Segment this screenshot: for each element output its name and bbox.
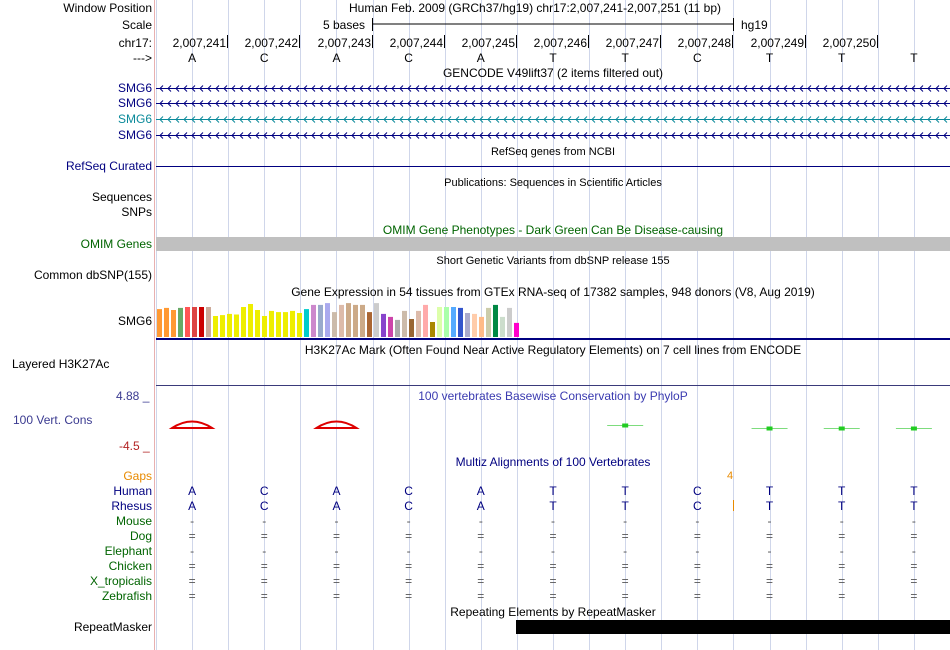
ruler-position-label: 2,007,249 [750,36,804,50]
multiz-species-label[interactable]: Zebrafish [101,589,152,603]
base-letter: T [621,51,629,65]
gtex-tissue-bar [479,317,484,337]
gtex-tissue-bar [360,305,365,337]
multiz-base: = [910,559,918,573]
multiz-base: - [623,544,628,558]
phylop-positive-mark [767,427,773,431]
multiz-base: T [910,499,918,513]
phylop-positive-mark [839,427,845,431]
gtex-tissue-bar [402,311,407,337]
gencode-gene-label[interactable]: SMG6 [117,81,152,95]
gtex-tissue-bar [346,303,351,337]
multiz-base: T [621,484,629,498]
gtex-tissue-bar [430,322,435,337]
multiz-base: = [693,574,701,588]
multiz-base: = [549,574,557,588]
base-letter: C [404,51,413,65]
multiz-base: - [695,544,700,558]
h3k27ac-label[interactable]: Layered H3K27Ac [12,357,110,371]
multiz-base: - [334,514,339,528]
gtex-tissue-bar [451,307,456,337]
multiz-base: = [549,529,557,543]
multiz-base: T [910,484,918,498]
base-letter: A [476,51,485,65]
gtex-tissue-bar [276,312,281,337]
gtex-tissue-bar [381,314,386,337]
multiz-base: = [260,559,268,573]
multiz-base: - [911,544,916,558]
multiz-base: = [693,559,701,573]
multiz-base: = [188,529,196,543]
base-letter: T [910,51,918,65]
multiz-base: = [260,574,268,588]
multiz-base: = [693,529,701,543]
multiz-base: = [838,559,846,573]
gencode-gene-label[interactable]: SMG6 [117,112,152,126]
multiz-base: = [910,589,918,603]
gtex-tissue-bar [423,305,428,337]
multiz-base: = [405,574,413,588]
gtex-tissue-bar [409,319,414,337]
multiz-base: C [259,499,269,513]
multiz-base: T [838,499,846,513]
gtex-tissue-bar [248,304,253,337]
ruler-position-label: 2,007,242 [244,36,298,50]
multiz-species-label[interactable]: Chicken [108,559,152,573]
gtex-tissue-bar [444,307,449,337]
gtex-tissue-bar [458,308,463,337]
multiz-base: - [839,514,844,528]
multiz-base: = [549,559,557,573]
omim-gene-bar [156,237,950,251]
multiz-base: - [911,514,916,528]
gtex-tissue-bar [241,307,246,337]
ruler-position-label: 2,007,248 [677,36,731,50]
multiz-base: = [260,589,268,603]
gtex-tissue-bar [367,312,372,337]
repeatmasker-label[interactable]: RepeatMasker [73,620,152,634]
gtex-tissue-bar [262,316,267,337]
multiz-base: = [332,574,340,588]
base-letter: T [549,51,557,65]
omim-track-title: OMIM Gene Phenotypes - Dark Green Can Be Disease-causing [382,223,724,237]
multiz-base: = [838,529,846,543]
multiz-base: = [766,589,774,603]
gtex-tissue-bar [388,317,393,337]
multiz-base: = [405,529,413,543]
multiz-base: = [188,559,196,573]
multiz-base: T [621,499,629,513]
scale-text: 5 bases [323,18,366,32]
multiz-base: A [188,499,197,513]
multiz-base: - [551,514,555,528]
publications-track-title: Publications: Sequences in Scientific Articles [444,177,662,189]
gtex-tissue-bar [416,311,421,337]
window-position-value: Human Feb. 2009 (GRCh37/hg19) chr17:2,007,241-2,007,251 (11 bp) [349,1,722,15]
multiz-species-label[interactable]: Elephant [104,544,152,558]
multiz-base: = [838,589,846,603]
gencode-gene-label[interactable]: SMG6 [117,128,152,142]
multiz-base: = [477,574,485,588]
base-letter: T [838,51,846,65]
gtex-tissue-bar [157,309,162,337]
multiz-base: = [260,529,268,543]
chrom-label: chr17: [118,36,152,50]
gtex-tissue-bar [164,308,169,337]
multiz-base: - [839,544,844,558]
gtex-tissue-bar [213,316,218,337]
multiz-base: = [549,589,557,603]
multiz-base: = [621,589,629,603]
multiz-base: - [767,544,772,558]
gtex-tissue-bar [311,305,316,337]
base-letter: C [693,51,702,65]
phylop-positive-mark [911,427,917,431]
gtex-tissue-bar [255,310,260,337]
gtex-tissue-bar [304,309,309,337]
multiz-base: = [621,529,629,543]
multiz-base: = [405,559,413,573]
gtex-tissue-bar [290,311,295,337]
multiz-base: = [693,589,701,603]
gtex-tissue-bar [500,317,505,337]
multiz-base: = [910,574,918,588]
multiz-base: T [765,499,774,513]
base-letter: T [765,51,774,65]
multiz-gaps-label[interactable]: Gaps [123,469,152,483]
gtex-tissue-bar [339,305,344,337]
publications-snps-label[interactable]: SNPs [121,205,152,219]
multiz-base: = [188,589,196,603]
gtex-tissue-bar [437,307,442,337]
multiz-base: - [695,514,700,528]
gtex-tissue-bar [486,308,491,337]
h3k27ac-track-title: H3K27Ac Mark (Often Found Near Active Regulatory Elements) on 7 cell lines from ENCODE [304,343,802,357]
gtex-tissue-bar [395,320,400,337]
base-letter: A [188,51,197,65]
gtex-tissue-bar [192,307,197,337]
multiz-base: A [476,484,485,498]
multiz-base: = [188,574,196,588]
repeatmasker-element-bar [516,620,950,634]
gtex-tissue-bar [318,305,323,337]
multiz-base: C [404,499,413,513]
multiz-base: - [767,514,772,528]
phylop-positive-mark [622,424,628,428]
gtex-tissue-bar [472,314,477,337]
multiz-base: - [406,514,411,528]
multiz-base: = [621,559,629,573]
scale-label: Scale [121,18,152,32]
multiz-base: - [334,544,339,558]
multiz-species-label[interactable]: Mouse [115,514,152,528]
multiz-base: = [477,589,485,603]
multiz-base: = [477,529,485,543]
multiz-base: = [332,529,340,543]
multiz-base: C [259,484,269,498]
refseq-label[interactable]: RefSeq Curated [65,159,152,173]
multiz-gap-count: 4 [727,470,734,482]
dbsnp-label[interactable]: Common dbSNP(155) [33,268,152,282]
base-letter: A [332,51,341,65]
multiz-base: = [766,529,774,543]
phylop-label[interactable]: 100 Vert. Cons [13,413,93,427]
ruler-position-label: 2,007,244 [389,36,443,50]
multiz-base: = [405,589,413,603]
multiz-base: A [332,484,341,498]
multiz-species-label[interactable]: Rhesus [111,499,152,513]
window-position-label: Window Position [63,1,152,15]
gtex-tissue-bar [493,305,498,337]
multiz-base: T [765,484,774,498]
multiz-base: - [262,514,267,528]
multiz-base: - [478,514,483,528]
multiz-species-label[interactable]: Human [113,484,152,498]
gtex-tissue-bar [325,303,330,337]
multiz-species-label[interactable]: X_tropicalis [89,574,152,588]
multiz-track-title: Multiz Alignments of 100 Vertebrates [455,455,651,469]
multiz-base: - [262,544,267,558]
multiz-base: A [476,499,485,513]
ruler-position-label: 2,007,250 [822,36,876,50]
gtex-tissue-bar [283,312,288,337]
gtex-tissue-bar [227,314,232,337]
multiz-base: = [621,574,629,588]
publications-sequences-label[interactable]: Sequences [91,190,152,204]
ruler-position-label: 2,007,247 [605,36,659,50]
gtex-tissue-bar [374,303,379,337]
ruler-position-label: 2,007,241 [172,36,226,50]
gtex-tissue-bar [507,308,512,337]
refseq-track-title: RefSeq genes from NCBI [490,146,616,158]
gtex-tissue-bar [220,315,225,337]
multiz-base: - [551,544,555,558]
multiz-base: A [332,499,341,513]
multiz-base: C [693,499,702,513]
multiz-base: T [838,484,846,498]
gtex-label[interactable]: SMG6 [117,314,152,328]
multiz-base: C [404,484,413,498]
multiz-base: = [766,574,774,588]
dbsnp-track-title: Short Genetic Variants from dbSNP release 155 [436,255,670,267]
multiz-base: T [549,499,557,513]
gtex-tissue-bar [353,305,358,337]
ruler-position-label: 2,007,245 [461,36,515,50]
base-letter: C [259,51,269,65]
gtex-tissue-bar [332,312,337,337]
gtex-tissue-bar [234,315,239,338]
multiz-base: = [766,559,774,573]
multiz-base: - [406,544,411,558]
multiz-base: = [910,529,918,543]
multiz-base: = [332,559,340,573]
multiz-species-label[interactable]: Dog [129,529,152,543]
ruler-position-label: 2,007,243 [317,36,371,50]
repeatmasker-track-title: Repeating Elements by RepeatMasker [450,605,656,619]
gtex-tissue-bar [206,307,211,337]
gtex-track-title: Gene Expression in 54 tissues from GTEx RNA-seq of 17382 samples, 948 donors (V8, Aug 2019) [291,285,815,299]
gencode-gene-label[interactable]: SMG6 [117,96,152,110]
phylop-min-label: -4.5 _ [119,439,150,453]
multiz-base: = [838,574,846,588]
gtex-tissue-bar [199,307,204,337]
gtex-tissue-bar [465,313,470,337]
multiz-base: - [190,514,195,528]
multiz-base: T [549,484,557,498]
phylop-max-label: 4.88 _ [116,389,150,403]
multiz-base: = [477,559,485,573]
multiz-base: A [188,484,197,498]
omim-label[interactable]: OMIM Genes [80,237,152,251]
multiz-base: C [693,484,702,498]
strand-label: ---> [133,51,152,65]
gencode-track-title: GENCODE V49lift37 (2 items filtered out) [442,66,664,80]
gtex-tissue-bar [185,307,190,337]
ruler-position-label: 2,007,246 [533,36,587,50]
multiz-base: - [190,544,195,558]
scale-assembly: hg19 [741,18,768,32]
multiz-base: = [332,589,340,603]
multiz-base: - [623,514,628,528]
gtex-tissue-bar [514,323,519,337]
gtex-tissue-bar [178,308,183,337]
multiz-base: - [478,544,483,558]
gtex-tissue-bar [171,310,176,337]
phylop-track-title: 100 vertebrates Basewise Conservation by PhyloP [418,389,688,403]
gtex-tissue-bar [269,311,274,337]
gtex-tissue-bar [297,313,302,337]
